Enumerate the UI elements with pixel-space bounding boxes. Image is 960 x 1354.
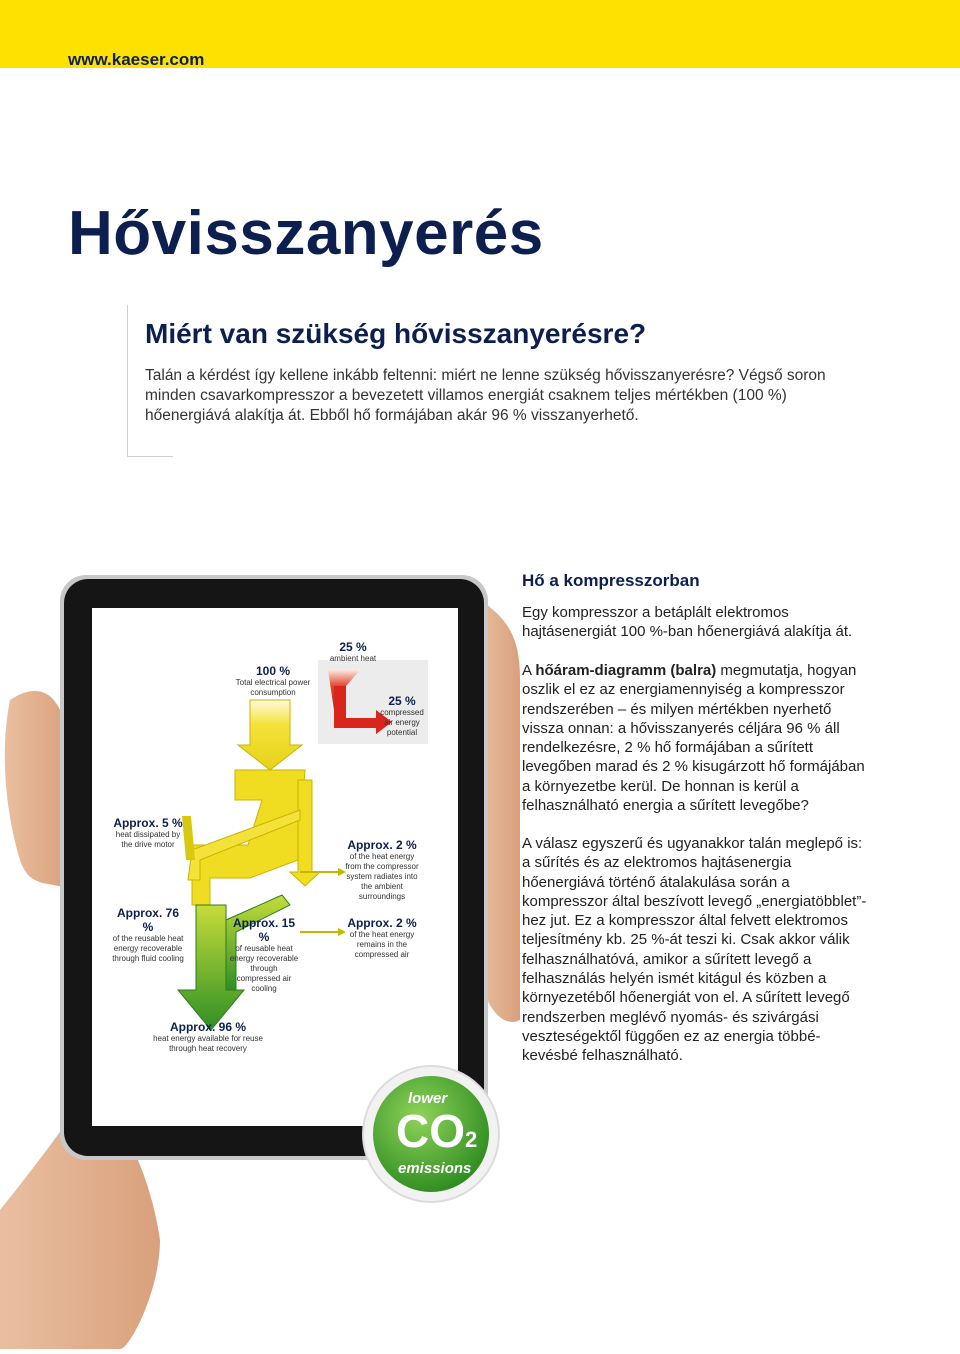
label-fluid: Approx. 76 % of the reusable heat energy recoverable through fluid cooling <box>112 906 184 963</box>
badge-lower-text: lower <box>408 1090 448 1107</box>
diagram-reference: hőáram-diagramm (balra) <box>535 662 717 679</box>
intro-paragraph: Talán a kérdést így kellene inkább feltenni: miért ne lenne szükség hővisszanyerésre? Végső soron minden csavarkompresszor a bevezetett villamos energiát csaknem teljes mértékben (100 %) hőenergiává alakítja át. Ebből hő formájában akár 96 % visszanyerhető. <box>145 367 826 424</box>
accent-line-vertical <box>127 305 128 457</box>
badge-co2-text: CO2 <box>396 1105 478 1157</box>
section-paragraph-2 <box>522 661 867 815</box>
label-air: Approx. 15 % of reusable heat energy recoverable through compressed air cooling <box>229 916 299 993</box>
label-available: Approx. 96 % heat energy available for reuse through heat recovery <box>153 1020 263 1053</box>
section-paragraph-3: A válasz egyszerű és ugyanakkor talán meglepő is: a sűrítés és az elektromos hajtásenergia hőenergiává történő átalakulása során a kompresszor által beszívott levegő „energiatöbblet”-hez jut. Ez a kompresszor által felvett elektromos teljesítmény kb. 25 %-át teszi ki. Csak akkor válik felhasználhatóvá, amikor a sűrített levegő a felhasználás helyén ismét kitágul és közben a környezetéből hőenergiát von el. A sűrített levegő rendszerben meglévő nyomás- és szivárgási veszteségektől függően ez az energia többé-kevésbé felhasználható. <box>522 835 867 1065</box>
page-subtitle: Miért van szükség hővisszanyerésre? <box>145 318 647 349</box>
label-total: 100 % Total electrical power consumption <box>235 664 311 697</box>
section-heading: Hő a kompresszorban <box>522 571 700 590</box>
label-motor: Approx. 5 % heat dissipated by the drive motor <box>113 816 183 849</box>
paragraph-2-body: megmutatja, hogyan oszlik el ez az energiamennyiség a kompresszor rendszerében – és milyen mértékben nyerhető vissza onnan: a hővisszanyerés céljára 96 % áll rendelkezésre, 2 % hő formájában a sűrített levegőben marad és 2 % kisugárzott hő formájában a környezetbe kerül. De honnan is kerül a felhasználható energia a sűrített levegőbe? <box>522 662 865 815</box>
accent-line-horizontal <box>127 456 173 457</box>
website-link[interactable]: www.kaeser.com <box>68 50 205 69</box>
tablet-diagram-figure <box>0 560 520 1349</box>
badge-emissions-text: emissions <box>398 1160 472 1177</box>
label-ambient: 25 % ambient heat <box>329 640 377 663</box>
section-paragraph-1: Egy kompresszor a betáplált elektromos hajtásenergiát 100 %-ban hőenergiává alakítja át. <box>522 604 853 641</box>
paragraph-2-lead: A <box>522 662 536 679</box>
label-radiates: Approx. 2 % of the heat energy from the compressor system radiates into the ambient surroundings <box>345 838 419 901</box>
label-compressed: 25 % compressed air energy potential <box>380 694 424 737</box>
label-remains: Approx. 2 % of the heat energy remains in the compressed air <box>347 916 417 959</box>
page-title: Hővisszanyerés <box>68 199 544 268</box>
